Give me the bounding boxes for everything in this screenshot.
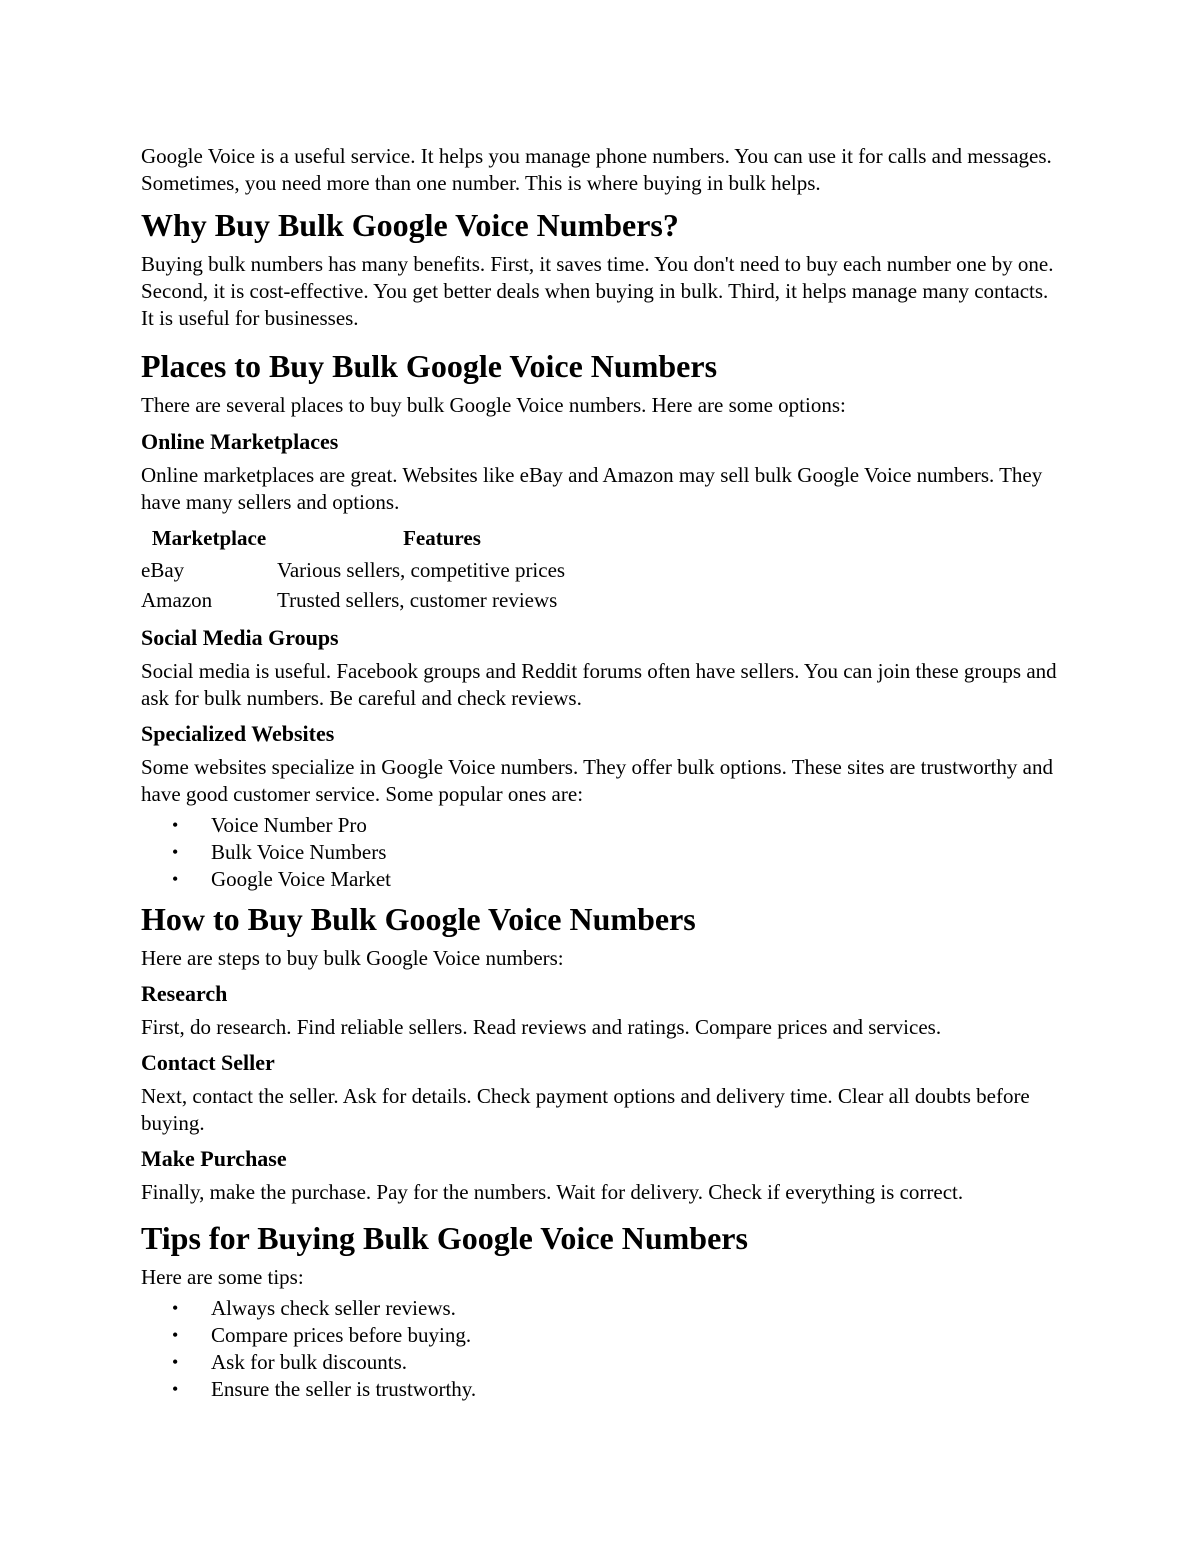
list-item-text: Ensure the seller is trustworthy.: [211, 1377, 477, 1401]
table-cell-marketplace: Amazon: [141, 588, 213, 612]
table-cell-features: Trusted sellers, customer reviews: [277, 588, 558, 612]
heading-how-to-buy: How to Buy Bulk Google Voice Numbers: [141, 901, 696, 937]
bullet-icon: •: [172, 869, 179, 889]
bullet-icon: •: [172, 842, 179, 862]
list-item-text: Voice Number Pro: [211, 813, 367, 837]
table-cell-features: Various sellers, competitive prices: [277, 558, 566, 582]
table-header-marketplace: Marketplace: [151, 526, 267, 550]
tips-paragraph: Here are some tips:: [141, 1265, 304, 1289]
how-to-buy-paragraph: Here are steps to buy bulk Google Voice numbers:: [141, 946, 564, 970]
table-row: [141, 556, 607, 586]
heading-online-marketplaces: Online Marketplaces: [141, 429, 339, 454]
list-item: [141, 812, 1060, 839]
list-item-text: Google Voice Market: [211, 867, 392, 891]
specialized-websites-paragraph: Some websites specialize in Google Voice numbers. They offer bulk options. These sites are trustworthy and have good customer service. Some popular ones are:: [141, 755, 1053, 806]
list-item: [141, 1295, 1060, 1322]
table-header-features: Features: [403, 526, 481, 550]
why-buy-paragraph: Buying bulk numbers has many benefits. First, it saves time. You don't need to buy each number one by one. Second, it is cost-effective. You get better deals when buying in bulk. Third, it helps manage many contacts. It is useful for businesses.: [141, 252, 1054, 330]
bullet-icon: •: [172, 815, 179, 835]
heading-tips: Tips for Buying Bulk Google Voice Numbers: [141, 1220, 748, 1256]
list-item-text: Always check seller reviews.: [211, 1296, 456, 1320]
bullet-icon: •: [172, 1298, 179, 1318]
online-marketplaces-paragraph: Online marketplaces are great. Websites like eBay and Amazon may sell bulk Google Voice numbers. They have many sellers and options.: [141, 463, 1043, 514]
tips-list: [141, 1295, 1060, 1403]
list-item: [141, 1376, 1060, 1403]
bullet-icon: •: [172, 1352, 179, 1372]
research-paragraph: First, do research. Find reliable sellers. Read reviews and ratings. Compare prices and services.: [141, 1015, 942, 1039]
list-item: [141, 839, 1060, 866]
heading-make-purchase: Make Purchase: [141, 1146, 287, 1171]
marketplace-table: [141, 526, 607, 616]
social-media-paragraph: Social media is useful. Facebook groups and Reddit forums often have sellers. You can join these groups and ask for bulk numbers. Be careful and check reviews.: [141, 659, 1057, 710]
table-cell-marketplace: eBay: [141, 558, 185, 582]
list-item-text: Bulk Voice Numbers: [211, 840, 387, 864]
places-paragraph: There are several places to buy bulk Google Voice numbers. Here are some options:: [141, 393, 846, 417]
contact-seller-paragraph: Next, contact the seller. Ask for details. Check payment options and delivery time. Clear all doubts before buying.: [141, 1084, 1030, 1135]
table-header-row: [141, 526, 607, 556]
list-item-text: Ask for bulk discounts.: [211, 1350, 407, 1374]
heading-social-media-groups: Social Media Groups: [141, 625, 339, 650]
heading-contact-seller: Contact Seller: [141, 1050, 275, 1075]
specialized-websites-list: [141, 812, 1060, 893]
list-item: [141, 866, 1060, 893]
heading-why-buy: Why Buy Bulk Google Voice Numbers?: [141, 207, 679, 243]
list-item: [141, 1349, 1060, 1376]
heading-places-to-buy: Places to Buy Bulk Google Voice Numbers: [141, 348, 718, 384]
heading-specialized-websites: Specialized Websites: [141, 721, 335, 746]
list-item: [141, 1322, 1060, 1349]
make-purchase-paragraph: Finally, make the purchase. Pay for the numbers. Wait for delivery. Check if everything is correct.: [141, 1180, 964, 1204]
bullet-icon: •: [172, 1379, 179, 1399]
intro-paragraph: Google Voice is a useful service. It helps you manage phone numbers. You can use it for calls and messages. Sometimes, you need more than one number. This is where buying in bulk helps.: [141, 144, 1052, 195]
heading-research: Research: [141, 981, 228, 1006]
bullet-icon: •: [172, 1325, 179, 1345]
list-item-text: Compare prices before buying.: [211, 1323, 472, 1347]
table-row: [141, 586, 607, 616]
